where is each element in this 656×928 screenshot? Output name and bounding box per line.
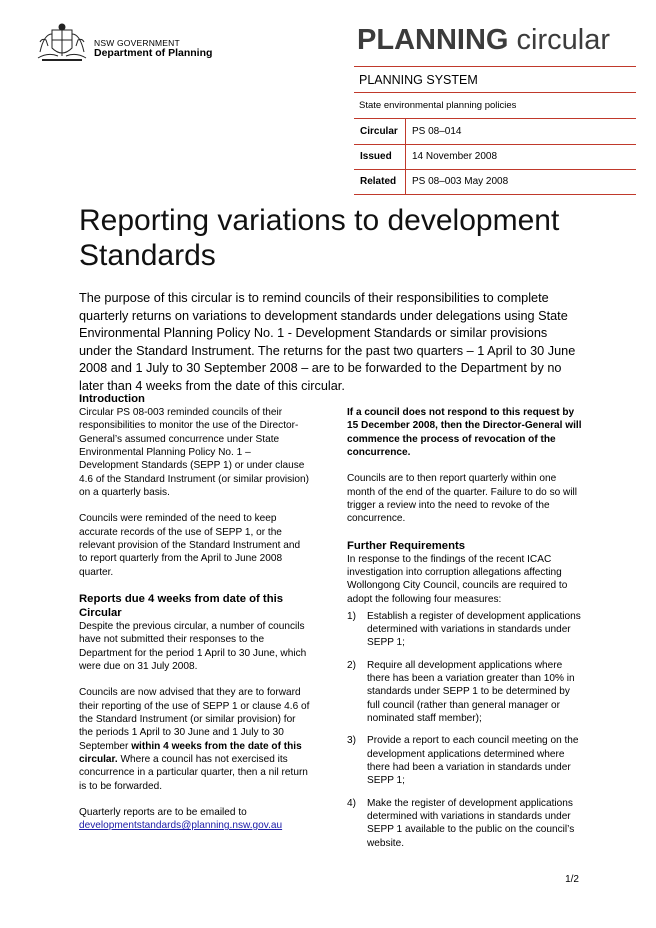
circular-value: PS 08–014	[412, 125, 462, 137]
circular-key: Circular	[354, 119, 406, 144]
email-intro: Quarterly reports are to be emailed to	[79, 806, 247, 818]
title-rest: circular	[508, 24, 610, 56]
measure-number: 1)	[347, 610, 356, 622]
quarterly-paragraph: Councils are to then report quarterly within one month of the end of the quarter. Failure to do so will trigger a review into the need to revoke of the concurrence.	[347, 473, 578, 525]
nsw-crest-logo	[34, 22, 90, 64]
measures-list	[347, 610, 583, 850]
related-key: Related	[354, 170, 406, 194]
intro-paragraph-2: Councils were reminded of the need to keep accurate records of the use of SEPP 1, or the relevant provision of the Standard Instrument and to report quarterly from the April to June 2008 quarter.	[79, 513, 301, 578]
list-item	[347, 734, 583, 787]
issued-row	[354, 144, 636, 170]
measure-number: 2)	[347, 659, 356, 671]
measure-number: 3)	[347, 735, 356, 747]
planning-system-row	[354, 66, 636, 92]
reports-p2-bold: within 4 weeks from the date of this circular.	[79, 740, 302, 765]
policy-label: State environmental planning policies	[359, 100, 517, 111]
email-link[interactable]: developmentstandards@planning.nsw.gov.au	[79, 820, 283, 832]
measure-text: Make the register of development applications determined with variations in standards under SEPP 1 available to the public on the council’s website.	[367, 797, 575, 849]
email-paragraph	[79, 806, 311, 833]
planning-circular-title	[357, 24, 610, 57]
reports-p2-text-b: Where a council has not exercised its concurrence in a particular quarter, then a nil return is to be forwarded.	[79, 753, 308, 792]
issued-key: Issued	[354, 145, 406, 170]
revocation-warning	[347, 406, 583, 459]
list-item	[347, 610, 583, 650]
department-name: Department of Planning	[94, 46, 213, 59]
policy-row	[354, 92, 636, 118]
measure-text: Establish a register of development applications determined with variations in standards under SEPP 1;	[367, 610, 581, 649]
reports-p2-text-a: Councils are now advised that they are to forward their reporting of the use of SEPP 1 or clause 4.6 of the Standard Instrument (or similar provision) for the periods 1 April to 30 June and 1 July to 30 September	[79, 687, 310, 752]
planning-system-label: PLANNING SYSTEM	[359, 72, 478, 87]
measure-text: Require all development applications where there has been a variation greater than 10% in standards under SEPP 1 to be determined by full council (rather than general manager or nominated staff member);	[367, 659, 575, 725]
intro-paragraph-1: Circular PS 08-003 reminded councils of their responsibilities to monitor the use of the Director-General’s assumed concurrence under State Environmental Planning Policy No. 1 – Development Standards (SEPP 1) or under clause 4.6 of the Standard Instrument (or similar provision) on a quarterly basis.	[79, 407, 310, 498]
circular-number-row	[354, 118, 636, 144]
list-item	[347, 797, 583, 850]
reports-paragraph-2	[79, 686, 311, 793]
reports-paragraph-1: Despite the previous circular, a number of councils have not submitted their responses to the Department for the period 1 April to 30 June, which were due on 31 July 2008.	[79, 621, 307, 673]
department-block	[94, 39, 212, 59]
introduction-heading: Introduction	[79, 393, 145, 405]
title-line-2: Standards	[79, 238, 216, 272]
circular-info-panel	[354, 66, 636, 195]
list-item	[347, 659, 583, 726]
title-line-1: Reporting variations to development	[79, 204, 560, 237]
right-column	[347, 406, 583, 859]
measure-number: 4)	[347, 797, 356, 809]
further-intro: In response to the findings of the recent ICAC investigation into corruption allegations affecting Wollongong City Council, councils are required to adopt the following four measures:	[347, 553, 568, 605]
document-title	[79, 204, 619, 273]
related-row	[354, 169, 636, 195]
issued-value: 14 November 2008	[412, 151, 498, 163]
further-requirements-heading: Further Requirements	[347, 539, 466, 552]
gov-name: NSW GOVERNMENT	[94, 38, 180, 48]
warning-bold: If a council does not respond to this request by 15 December 2008, then the Director-General will commence the process of revocation of the concurrence.	[347, 407, 582, 458]
measure-text: Provide a report to each council meeting on the development applications determined where there had been a variation in standards under SEPP 1;	[367, 735, 579, 787]
left-column	[79, 392, 311, 845]
page-number: 1/2	[565, 874, 579, 885]
title-bold: PLANNING	[357, 24, 509, 56]
lead-paragraph: The purpose of this circular is to remind councils of their responsibilities to complete quarterly returns on variations to development standards under delegations using State Environmental Planning Policy No. 1 - Development Standards or similar provisions under the Standard Instrument. The returns for the past two quarters – 1 April to 30 June 2008 and 1 July to 30 September 2008 – are to be forwarded to the Department by no later than 4 weeks from the date of this circular.	[79, 291, 576, 393]
reports-due-heading: Reports due 4 weeks from date of this Circular	[79, 592, 284, 619]
related-value: PS 08–003 May 2008	[412, 176, 509, 188]
